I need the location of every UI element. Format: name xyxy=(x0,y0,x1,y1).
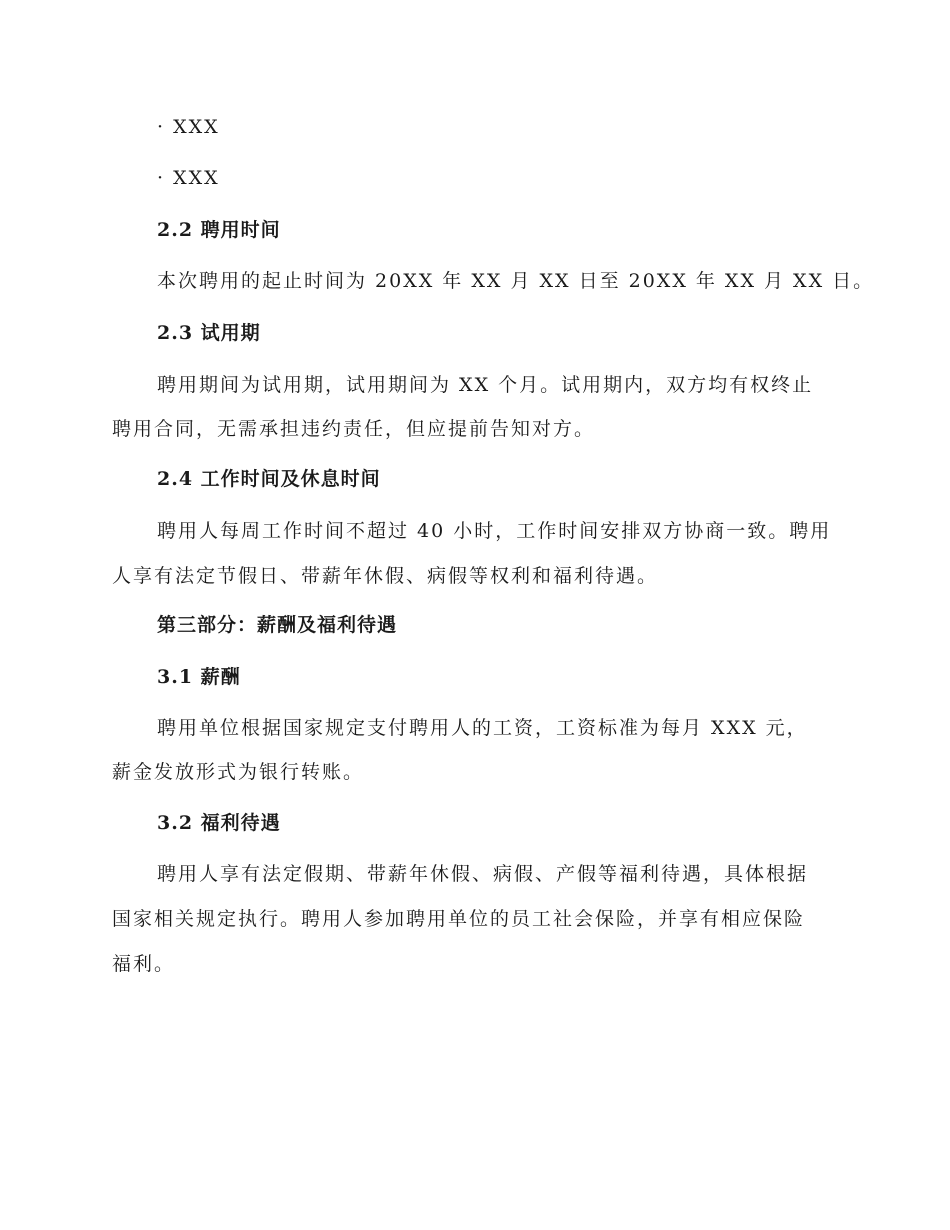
part-heading-3: 第三部分：薪酬及福利待遇 xyxy=(157,614,398,636)
paragraph-line: 聘用期间为试用期，试用期间为 XX 个月。试用期内，双方均有权终止 xyxy=(157,374,814,396)
paragraph-line: 聘用单位根据国家规定支付聘用人的工资，工资标准为每月 XXX 元， xyxy=(157,717,808,739)
section-heading-3-1: 3.1 薪酬 xyxy=(157,666,241,688)
paragraph-line: 薪金发放形式为银行转账。 xyxy=(112,761,365,783)
section-heading-2-3: 2.3 试用期 xyxy=(157,322,261,344)
paragraph-line: 聘用人每周工作时间不超过 40 小时，工作时间安排双方协商一致。聘用 xyxy=(157,520,832,542)
paragraph-line: 聘用人享有法定假期、带薪年休假、病假、产假等福利待遇，具体根据 xyxy=(157,863,809,885)
paragraph-line: 国家相关规定执行。聘用人参加聘用单位的员工社会保险，并享有相应保险 xyxy=(112,908,806,930)
paragraph-line: 聘用合同，无需承担违约责任，但应提前告知对方。 xyxy=(112,418,596,440)
section-heading-3-2: 3.2 福利待遇 xyxy=(157,812,281,834)
section-heading-2-4: 2.4 工作时间及休息时间 xyxy=(157,468,381,490)
paragraph-line: 福利。 xyxy=(112,953,176,975)
paragraph-line: 人享有法定节假日、带薪年休假、病假等权利和福利待遇。 xyxy=(112,565,659,587)
bullet-item: · XXX xyxy=(157,167,220,189)
section-heading-2-2: 2.2 聘用时间 xyxy=(157,219,281,241)
bullet-item: · XXX xyxy=(157,116,220,138)
paragraph-line: 本次聘用的起止时间为 20XX 年 XX 月 XX 日至 20XX 年 XX 月 XX 日。 xyxy=(157,270,875,292)
